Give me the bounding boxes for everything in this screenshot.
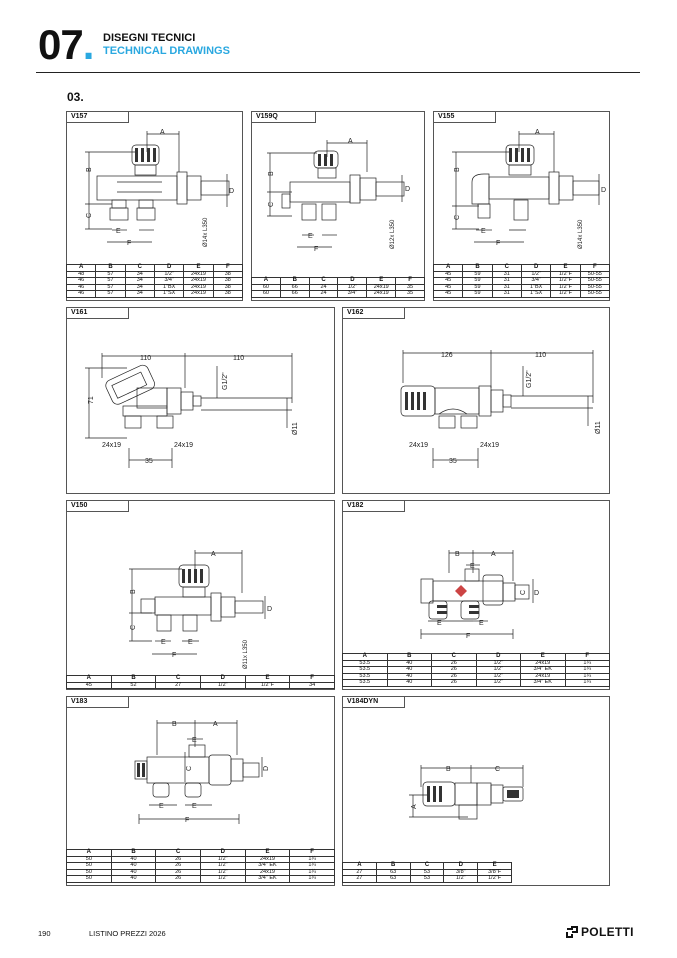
table-cell: 1¼ bbox=[565, 667, 610, 674]
table-cell: 24x19 bbox=[184, 271, 213, 278]
table-cell: 50 bbox=[67, 869, 112, 876]
table-row bbox=[252, 284, 425, 291]
table-header-cell: E bbox=[551, 265, 580, 272]
section-label: 03. bbox=[67, 90, 84, 104]
table-cell: 50 bbox=[67, 863, 112, 870]
table-row bbox=[67, 291, 243, 298]
table-cell: 1/2"F bbox=[478, 876, 512, 883]
dim-label: A bbox=[535, 129, 540, 136]
table-header-cell: F bbox=[580, 265, 609, 272]
table-cell: 1/2" bbox=[200, 869, 245, 876]
table-cell: 1/2" bbox=[476, 680, 521, 687]
chapter-number: 07. bbox=[38, 21, 94, 68]
panel-code: V155 bbox=[434, 112, 496, 123]
drawing-v184dyn bbox=[343, 697, 611, 887]
dim-label: D bbox=[534, 590, 540, 597]
table-cell: 27 bbox=[156, 682, 201, 689]
panel-v155 bbox=[433, 111, 610, 301]
panel-v159q bbox=[251, 111, 425, 301]
dim-label: 35 bbox=[449, 458, 457, 465]
table-cell: 1¼ bbox=[565, 673, 610, 680]
dim-label: Ø12x L350 bbox=[390, 219, 396, 249]
table-cell: 1/2" bbox=[476, 667, 521, 674]
dim-label: F bbox=[314, 246, 319, 253]
table-cell: 53.5 bbox=[343, 680, 388, 687]
table-cell: 24x19 bbox=[245, 856, 290, 863]
chapter-dot: . bbox=[82, 21, 94, 68]
dim-label: D bbox=[405, 186, 411, 193]
dim-label: 24x19 bbox=[174, 442, 194, 449]
table-header-cell: C bbox=[432, 654, 477, 661]
table-cell: 50 bbox=[67, 876, 112, 883]
table-cell: 50-55 bbox=[580, 278, 609, 285]
dimension-table bbox=[66, 675, 335, 689]
table-cell: 38 bbox=[213, 271, 242, 278]
table-header-cell: E bbox=[245, 850, 290, 857]
dim-label: A bbox=[213, 721, 218, 728]
dim-label: C bbox=[268, 201, 275, 207]
table-header-cell: E bbox=[478, 863, 512, 870]
dimension-table bbox=[342, 862, 512, 883]
dim-label: C bbox=[520, 589, 527, 595]
table-cell: 1/2" bbox=[521, 271, 550, 278]
table-row bbox=[67, 869, 335, 876]
table-cell: 26 bbox=[432, 680, 477, 687]
table-header-row bbox=[67, 676, 335, 683]
table-cell: 1¼ bbox=[290, 869, 335, 876]
dim-label: D bbox=[267, 606, 273, 613]
table-cell: 26 bbox=[156, 876, 201, 883]
table-header-cell: E bbox=[367, 278, 396, 285]
table-cell: 3/4" bbox=[154, 278, 183, 285]
table-header-cell: B bbox=[376, 863, 410, 870]
table-cell: 1/2" bbox=[444, 876, 478, 883]
dim-label: 126 bbox=[441, 352, 453, 359]
table-cell: 53 bbox=[410, 869, 444, 876]
dim-label: 24x19 bbox=[409, 442, 429, 449]
table-row bbox=[343, 667, 610, 674]
dim-label: Ø11 bbox=[595, 421, 602, 434]
table-header-cell: E bbox=[521, 654, 566, 661]
table-row bbox=[343, 680, 610, 687]
dim-label: A bbox=[491, 551, 496, 558]
dim-label: B bbox=[172, 721, 177, 728]
table-cell: 34 bbox=[290, 682, 335, 689]
table-cell: 66 bbox=[280, 291, 309, 298]
dim-label: Ø14x L350 bbox=[203, 217, 209, 247]
table-cell: 31 bbox=[492, 271, 521, 278]
dim-label: C bbox=[454, 214, 461, 220]
drawing-v159q bbox=[252, 112, 426, 302]
table-header-cell: D bbox=[200, 850, 245, 857]
logo-mark-icon bbox=[566, 926, 578, 938]
dim-label: 24x19 bbox=[102, 442, 122, 449]
dimension-table bbox=[342, 653, 610, 687]
table-cell: 35 bbox=[396, 291, 425, 298]
page-number: 190 bbox=[38, 929, 51, 938]
table-header-cell: E bbox=[245, 676, 290, 683]
drawing-v161 bbox=[67, 308, 336, 495]
dim-label: 110 bbox=[535, 352, 547, 359]
table-cell: 24x19 bbox=[367, 291, 396, 298]
table-row bbox=[67, 856, 335, 863]
table-cell: 1¼ bbox=[290, 876, 335, 883]
table-cell: 59 bbox=[463, 271, 492, 278]
table-header-cell: D bbox=[338, 278, 367, 285]
table-header-cell: F bbox=[290, 850, 335, 857]
panel-v157 bbox=[66, 111, 243, 301]
table-cell: 24x19 bbox=[367, 284, 396, 291]
panel-code: V159Q bbox=[252, 112, 316, 123]
dim-label: B bbox=[130, 589, 137, 594]
table-cell: 45 bbox=[434, 284, 463, 291]
table-cell: 31 bbox=[492, 278, 521, 285]
table-cell: 24 bbox=[309, 284, 338, 291]
table-row bbox=[343, 660, 610, 667]
table-cell: 57 bbox=[96, 278, 125, 285]
table-cell: 45 bbox=[434, 278, 463, 285]
dim-label: F bbox=[496, 240, 501, 247]
table-row bbox=[434, 284, 610, 291]
dim-label: F bbox=[466, 633, 471, 640]
table-cell: 3/8"F bbox=[478, 869, 512, 876]
dim-label: D bbox=[229, 188, 235, 195]
table-header-cell: D bbox=[521, 265, 550, 272]
table-header-cell: A bbox=[67, 265, 96, 272]
dim-label: E bbox=[192, 803, 197, 810]
dimension-table bbox=[66, 264, 243, 298]
table-header-cell: C bbox=[156, 676, 201, 683]
dim-label: B bbox=[446, 766, 451, 773]
table-cell: 53.5 bbox=[343, 673, 388, 680]
panel-v162 bbox=[342, 307, 610, 494]
dim-label: D bbox=[601, 187, 607, 194]
table-cell: 24x19 bbox=[521, 673, 566, 680]
table-cell: 50-55 bbox=[580, 284, 609, 291]
dim-label: 110 bbox=[140, 355, 152, 362]
table-row bbox=[343, 673, 610, 680]
table-header-cell: C bbox=[125, 265, 154, 272]
panel-code: V182 bbox=[343, 501, 405, 512]
table-header-cell: C bbox=[156, 850, 201, 857]
table-cell: 1/2" bbox=[476, 660, 521, 667]
table-header-cell: F bbox=[396, 278, 425, 285]
dim-label: A bbox=[348, 138, 353, 145]
table-header-cell: C bbox=[309, 278, 338, 285]
table-header-cell: F bbox=[290, 676, 335, 683]
dim-label: A bbox=[211, 551, 216, 558]
header-divider bbox=[36, 72, 640, 73]
dim-label: F bbox=[172, 652, 177, 659]
table-cell: 40 bbox=[387, 673, 432, 680]
table-header-row bbox=[343, 654, 610, 661]
dim-label: E bbox=[470, 563, 475, 570]
dim-label: C bbox=[86, 212, 93, 218]
table-header-cell: A bbox=[343, 654, 388, 661]
table-cell: 1/2"F bbox=[551, 284, 580, 291]
table-cell: 38 bbox=[213, 291, 242, 298]
table-cell: 66 bbox=[280, 284, 309, 291]
table-row bbox=[67, 284, 243, 291]
table-header-row bbox=[67, 850, 335, 857]
dim-label: B bbox=[455, 551, 460, 558]
table-cell: 45 bbox=[434, 271, 463, 278]
table-cell: 34 bbox=[125, 278, 154, 285]
table-cell: 53.5 bbox=[343, 667, 388, 674]
table-cell: 40 bbox=[387, 680, 432, 687]
table-cell: 27 bbox=[343, 876, 377, 883]
dimension-table bbox=[433, 264, 610, 298]
table-cell: 1¼ bbox=[290, 856, 335, 863]
table-cell: 1¼ bbox=[565, 680, 610, 687]
dim-label: F bbox=[127, 240, 132, 247]
table-cell: 40 bbox=[111, 876, 156, 883]
table-header-cell: B bbox=[463, 265, 492, 272]
table-header-cell: C bbox=[492, 265, 521, 272]
dim-label: E bbox=[159, 803, 164, 810]
table-cell: 45 bbox=[434, 291, 463, 298]
dim-label: 110 bbox=[233, 355, 245, 362]
dimension-table bbox=[66, 849, 335, 883]
table-header-row bbox=[67, 265, 243, 272]
dimension-table bbox=[251, 277, 425, 298]
table-cell: 26 bbox=[432, 673, 477, 680]
table-cell: 50 bbox=[67, 856, 112, 863]
table-row bbox=[67, 863, 335, 870]
table-header-cell: A bbox=[434, 265, 463, 272]
table-cell: 3/4" EK bbox=[245, 863, 290, 870]
table-header-row bbox=[434, 265, 610, 272]
table-row bbox=[434, 271, 610, 278]
dim-label: A bbox=[411, 804, 418, 809]
table-cell: 40 bbox=[387, 660, 432, 667]
dim-label: D bbox=[263, 765, 270, 771]
table-cell: 46 bbox=[67, 284, 96, 291]
dim-label: A bbox=[160, 129, 165, 136]
table-row bbox=[67, 278, 243, 285]
table-header-cell: D bbox=[154, 265, 183, 272]
panel-code: V161 bbox=[67, 308, 129, 319]
table-cell: 3/4" EK bbox=[521, 667, 566, 674]
dim-label: C bbox=[130, 624, 137, 630]
table-cell: 46 bbox=[67, 278, 96, 285]
table-header-cell: C bbox=[410, 863, 444, 870]
dim-label: E bbox=[479, 620, 484, 627]
dim-label: F bbox=[185, 817, 190, 824]
table-header-cell: B bbox=[96, 265, 125, 272]
table-header-cell: F bbox=[565, 654, 610, 661]
table-cell: 59 bbox=[463, 284, 492, 291]
table-cell: 34 bbox=[125, 291, 154, 298]
table-cell: 1/2" bbox=[200, 682, 245, 689]
table-cell: 38 bbox=[213, 278, 242, 285]
table-header-cell: E bbox=[184, 265, 213, 272]
table-row bbox=[67, 271, 243, 278]
dim-label: Ø11 bbox=[292, 422, 299, 435]
dim-label: Ø14x L350 bbox=[578, 219, 584, 249]
dim-label: B bbox=[454, 167, 461, 172]
dim-label: 24x19 bbox=[480, 442, 500, 449]
table-cell: 46 bbox=[67, 291, 96, 298]
table-cell: 1/2" bbox=[200, 876, 245, 883]
table-cell: 1/2"F bbox=[551, 278, 580, 285]
table-cell: 1"BX bbox=[154, 284, 183, 291]
table-row bbox=[67, 876, 335, 883]
table-cell: 31 bbox=[492, 291, 521, 298]
dim-label: E bbox=[116, 228, 121, 235]
table-cell: 3/4" EK bbox=[521, 680, 566, 687]
table-cell: 38 bbox=[213, 284, 242, 291]
drawing-v162 bbox=[343, 308, 611, 495]
table-cell: 45 bbox=[67, 682, 112, 689]
table-cell: 50-55 bbox=[580, 271, 609, 278]
dim-label: B bbox=[268, 171, 275, 176]
table-cell: 63 bbox=[376, 869, 410, 876]
table-header-cell: F bbox=[213, 265, 242, 272]
table-cell: 31 bbox=[492, 284, 521, 291]
table-header-row bbox=[252, 278, 425, 285]
table-cell: 60 bbox=[252, 291, 281, 298]
table-header-cell: B bbox=[280, 278, 309, 285]
table-cell: 24x19 bbox=[184, 284, 213, 291]
table-row bbox=[434, 278, 610, 285]
table-cell: 60 bbox=[252, 284, 281, 291]
table-row bbox=[67, 682, 335, 689]
table-cell: 1/2" bbox=[154, 271, 183, 278]
table-cell: 34 bbox=[125, 271, 154, 278]
dim-label: C bbox=[495, 766, 501, 773]
table-cell: 26 bbox=[432, 667, 477, 674]
dim-label: G1/2" bbox=[222, 372, 229, 390]
table-cell: 63 bbox=[376, 876, 410, 883]
table-header-cell: D bbox=[444, 863, 478, 870]
table-cell: 1/2" bbox=[200, 856, 245, 863]
table-cell: 1/2"F bbox=[551, 271, 580, 278]
dim-label: Ø11x L350 bbox=[243, 640, 249, 669]
table-cell: 3/4" bbox=[338, 291, 367, 298]
panel-v161 bbox=[66, 307, 335, 494]
table-cell: 1¼ bbox=[565, 660, 610, 667]
brand-name: POLETTI bbox=[581, 925, 634, 939]
table-cell: 24x19 bbox=[184, 278, 213, 285]
table-row bbox=[252, 291, 425, 298]
table-cell: 1¼ bbox=[290, 863, 335, 870]
dim-label: G1/2" bbox=[526, 370, 533, 388]
table-cell: 1/2" bbox=[338, 284, 367, 291]
table-header-cell: B bbox=[111, 676, 156, 683]
panel-code: V150 bbox=[67, 501, 129, 512]
table-cell: 52 bbox=[111, 682, 156, 689]
panel-code: V183 bbox=[67, 697, 129, 708]
table-cell: 48 bbox=[67, 271, 96, 278]
table-cell: 57 bbox=[96, 291, 125, 298]
table-cell: 24x19 bbox=[521, 660, 566, 667]
panel-v184dyn bbox=[342, 696, 610, 886]
dim-label: C bbox=[186, 765, 193, 771]
table-cell: 34 bbox=[125, 284, 154, 291]
table-cell: 3/8" bbox=[444, 869, 478, 876]
drawing-v150 bbox=[67, 501, 336, 691]
table-cell: 35 bbox=[396, 284, 425, 291]
table-cell: 1"SX bbox=[154, 291, 183, 298]
table-cell: 40 bbox=[111, 863, 156, 870]
dim-label: 35 bbox=[145, 458, 153, 465]
panel-v182 bbox=[342, 500, 610, 690]
brand-logo bbox=[566, 925, 634, 939]
table-cell: 1/2"F bbox=[551, 291, 580, 298]
table-cell: 57 bbox=[96, 271, 125, 278]
dim-label: E bbox=[481, 228, 486, 235]
dim-label: E bbox=[437, 620, 442, 627]
dim-label: E bbox=[161, 639, 166, 646]
table-cell: 26 bbox=[156, 863, 201, 870]
table-cell: 40 bbox=[111, 856, 156, 863]
table-cell: 1/2" bbox=[476, 673, 521, 680]
title-english: TECHNICAL DRAWINGS bbox=[103, 45, 230, 57]
catalog-title: LISTINO PREZZI 2026 bbox=[89, 929, 166, 938]
dim-label: 71 bbox=[88, 396, 95, 404]
table-cell: 24 bbox=[309, 291, 338, 298]
table-header-cell: D bbox=[200, 676, 245, 683]
table-cell: 3/4" EK bbox=[245, 876, 290, 883]
table-cell: 57 bbox=[96, 284, 125, 291]
table-cell: 1/2"F bbox=[245, 682, 290, 689]
table-row bbox=[434, 291, 610, 298]
panel-code: V162 bbox=[343, 308, 405, 319]
panel-code: V184DYN bbox=[343, 697, 405, 708]
table-cell: 27 bbox=[343, 869, 377, 876]
table-cell: 24x19 bbox=[245, 869, 290, 876]
table-header-cell: B bbox=[111, 850, 156, 857]
title-italian: DISEGNI TECNICI bbox=[103, 32, 196, 44]
table-row bbox=[343, 876, 512, 883]
table-cell: 26 bbox=[156, 856, 201, 863]
table-header-cell: A bbox=[343, 863, 377, 870]
table-cell: 59 bbox=[463, 291, 492, 298]
dim-label: B bbox=[86, 167, 93, 172]
table-header-cell: D bbox=[476, 654, 521, 661]
table-cell: 1"SX bbox=[521, 291, 550, 298]
table-cell: 53.5 bbox=[343, 660, 388, 667]
table-cell: 26 bbox=[432, 660, 477, 667]
table-cell: 3/4" bbox=[521, 278, 550, 285]
table-header-cell: B bbox=[387, 654, 432, 661]
panel-v183 bbox=[66, 696, 335, 886]
table-cell: 59 bbox=[463, 278, 492, 285]
table-cell: 26 bbox=[156, 869, 201, 876]
table-cell: 50-55 bbox=[580, 291, 609, 298]
table-cell: 24x19 bbox=[184, 291, 213, 298]
table-header-cell: A bbox=[252, 278, 281, 285]
dim-label: E bbox=[308, 233, 313, 240]
table-cell: 40 bbox=[387, 667, 432, 674]
dim-label: E bbox=[192, 737, 197, 744]
table-header-cell: A bbox=[67, 850, 112, 857]
table-cell: 1/2" bbox=[200, 863, 245, 870]
table-cell: 1"BX bbox=[521, 284, 550, 291]
dim-label: E bbox=[188, 639, 193, 646]
table-cell: 53 bbox=[410, 876, 444, 883]
panel-code: V157 bbox=[67, 112, 129, 123]
table-cell: 40 bbox=[111, 869, 156, 876]
panel-v150 bbox=[66, 500, 335, 690]
table-header-cell: A bbox=[67, 676, 112, 683]
